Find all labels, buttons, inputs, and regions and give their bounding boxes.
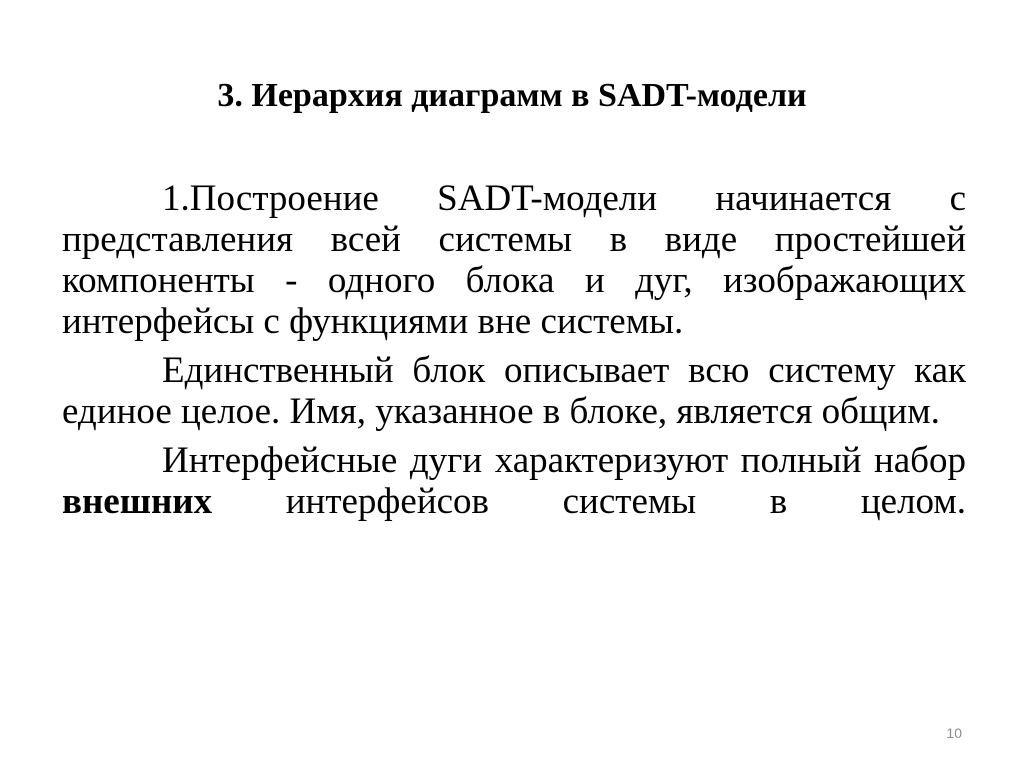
- paragraph-1: 1.Построение SADT-модели начинается с представления всей системы в виде простейшей компоненты - одного блока и дуг, изображающих интерфейсы с функциями вне системы.: [62, 178, 966, 342]
- paragraph-3-part-2: интерфейсов системы в целом.: [212, 481, 966, 522]
- paragraph-3: [62, 440, 966, 522]
- slide-title: 3. Иерархия диаграмм в SADT-модели: [217, 77, 807, 114]
- paragraph-3-emphasis: внешних: [62, 481, 213, 522]
- paragraph-3-part-1: Интерфейсные дуги характеризуют полный набор: [162, 440, 966, 481]
- paragraph-2: Единственный блок описывает всю систему как единое целое. Имя, указанное в блоке, является общим.: [62, 350, 966, 432]
- slide-body: [62, 178, 966, 530]
- page-number: 10: [946, 725, 962, 741]
